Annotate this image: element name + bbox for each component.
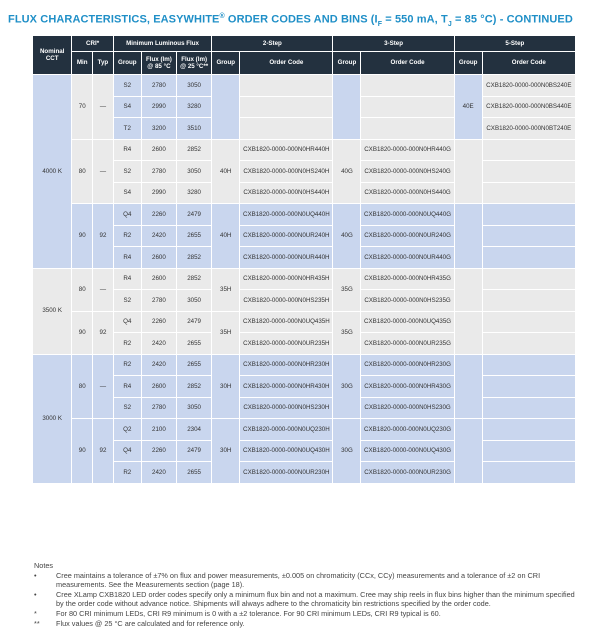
step5-order-cell — [482, 419, 575, 441]
step5-order-cell — [482, 225, 575, 247]
flux-85-cell: 2780 — [141, 161, 176, 183]
header-3-step: 3-Step — [333, 36, 454, 52]
step3-order-cell — [361, 118, 454, 140]
header-3step-order: Order Code — [361, 52, 454, 75]
note-item — [34, 609, 579, 619]
step5-order-cell — [482, 139, 575, 161]
step3-order-cell: CXB1820-0000-000N0HS230G — [361, 397, 454, 419]
flux-group-cell: S2 — [113, 290, 141, 312]
flux-group-cell: Q4 — [113, 204, 141, 226]
step2-order-cell: CXB1820-0000-000N0HS235H — [240, 290, 333, 312]
step5-order-cell — [482, 440, 575, 462]
step3-order-cell: CXB1820-0000-000N0UQ230G — [361, 419, 454, 441]
step5-order-cell: CXB1820-0000-000N0BS440E — [482, 96, 575, 118]
header-2-step: 2-Step — [212, 36, 333, 52]
step3-order-cell: CXB1820-0000-000N0HR430G — [361, 376, 454, 398]
cri-typ-cell: — — [93, 354, 114, 419]
step2-order-cell: CXB1820-0000-000N0HR430H — [240, 376, 333, 398]
table-row — [33, 247, 576, 269]
header-min-flux: Minimum Luminous Flux — [113, 36, 211, 52]
header-2step-group: Group — [212, 52, 240, 75]
note-marker: * — [34, 608, 37, 618]
title-tail: = 85 °C) - CONTINUED — [451, 13, 573, 26]
cri-typ-cell: 92 — [93, 419, 114, 484]
page-title — [8, 13, 608, 28]
flux-25-cell: 2479 — [177, 440, 212, 462]
flux-25-cell: 3280 — [177, 96, 212, 118]
notes-header: Notes — [34, 561, 54, 570]
step5-order-cell — [482, 376, 575, 398]
header-cri-typ: Typ — [93, 52, 114, 75]
flux-85-cell: 3200 — [141, 118, 176, 140]
flux-group-cell: T2 — [113, 118, 141, 140]
header-5step-order: Order Code — [482, 52, 575, 75]
step2-order-cell: CXB1820-0000-000N0UQ430H — [240, 440, 333, 462]
step5-order-cell — [482, 354, 575, 376]
cri-min-cell: 80 — [72, 268, 93, 311]
flux-25-cell: 2852 — [177, 247, 212, 269]
flux-85-cell: 2780 — [141, 397, 176, 419]
title-mid: = 550 mA, T — [382, 13, 448, 26]
flux-85-cell: 2600 — [141, 247, 176, 269]
step2-group-cell: 30H — [212, 419, 240, 484]
table-row — [33, 225, 576, 247]
step3-order-cell: CXB1820-0000-000N0HR230G — [361, 354, 454, 376]
step2-order-cell: CXB1820-0000-000N0HS230H — [240, 397, 333, 419]
step3-group-cell: 40G — [333, 204, 361, 269]
step3-group-cell: 35G — [333, 268, 361, 311]
step3-order-cell: CXB1820-0000-000N0UQ430G — [361, 440, 454, 462]
table-row — [33, 397, 576, 419]
step5-order-cell — [482, 333, 575, 355]
header-5-step: 5-Step — [454, 36, 575, 52]
header-flux-group: Group — [113, 52, 141, 75]
flux-85-cell: 2990 — [141, 182, 176, 204]
step3-order-cell: CXB1820-0000-000N0HS240G — [361, 161, 454, 183]
table-row — [33, 96, 576, 118]
step2-order-cell: CXB1820-0000-000N0HS440H — [240, 182, 333, 204]
flux-25-cell: 2304 — [177, 419, 212, 441]
flux-25-cell: 3050 — [177, 290, 212, 312]
cri-typ-cell: 92 — [93, 204, 114, 269]
flux-group-cell: R2 — [113, 462, 141, 484]
step5-order-cell — [482, 290, 575, 312]
step3-order-cell: CXB1820-0000-000N0HS235G — [361, 290, 454, 312]
step3-group-cell: 30G — [333, 419, 361, 484]
flux-25-cell: 2852 — [177, 376, 212, 398]
table-row — [33, 118, 576, 140]
step2-order-cell: CXB1820-0000-000N0UR235H — [240, 333, 333, 355]
step5-order-cell: CXB1820-0000-000N0BT240E — [482, 118, 575, 140]
flux-85-cell: 2600 — [141, 376, 176, 398]
flux-85-cell: 2260 — [141, 204, 176, 226]
flux-table — [32, 35, 576, 484]
step5-order-cell: CXB1820-0000-000N0BS240E — [482, 75, 575, 97]
cri-typ-cell: — — [93, 139, 114, 204]
table-row — [33, 419, 576, 441]
step2-order-cell — [240, 75, 333, 97]
step3-order-cell: CXB1820-0000-000N0UR440G — [361, 247, 454, 269]
flux-25-cell: 2852 — [177, 268, 212, 290]
flux-25-cell: 2655 — [177, 354, 212, 376]
flux-25-cell: 2852 — [177, 139, 212, 161]
step3-group-cell: 40G — [333, 139, 361, 204]
step3-order-cell: CXB1820-0000-000N0UR230G — [361, 462, 454, 484]
step2-order-cell: CXB1820-0000-000N0HR230H — [240, 354, 333, 376]
flux-group-cell: S2 — [113, 161, 141, 183]
step5-order-cell — [482, 268, 575, 290]
flux-85-cell: 2260 — [141, 440, 176, 462]
step3-order-cell: CXB1820-0000-000N0UR235G — [361, 333, 454, 355]
table-row — [33, 268, 576, 290]
step5-group-cell — [454, 311, 482, 354]
header-nominal-cct: Nominal CCT — [33, 36, 72, 75]
flux-group-cell: R2 — [113, 225, 141, 247]
flux-group-cell: R4 — [113, 247, 141, 269]
table-row — [33, 462, 576, 484]
flux-group-cell: Q4 — [113, 440, 141, 462]
step3-order-cell — [361, 96, 454, 118]
flux-85-cell: 2990 — [141, 96, 176, 118]
step2-group-cell: 30H — [212, 354, 240, 419]
step5-group-cell: 40E — [454, 75, 482, 140]
flux-25-cell: 3050 — [177, 75, 212, 97]
step5-group-cell — [454, 139, 482, 204]
cct-cell: 3000 K — [33, 354, 72, 483]
flux-25-cell: 2655 — [177, 462, 212, 484]
step3-order-cell: CXB1820-0000-000N0HR435G — [361, 268, 454, 290]
header-2step-order: Order Code — [240, 52, 333, 75]
header-3step-group: Group — [333, 52, 361, 75]
flux-group-cell: R4 — [113, 139, 141, 161]
title-sub-f: F — [377, 20, 383, 28]
flux-85-cell: 2100 — [141, 419, 176, 441]
cri-min-cell: 80 — [72, 139, 93, 204]
title-reg-mark: ® — [219, 13, 225, 20]
cri-min-cell: 90 — [72, 311, 93, 354]
header-5step-group: Group — [454, 52, 482, 75]
note-marker: • — [34, 570, 37, 580]
step5-group-cell — [454, 204, 482, 269]
step5-order-cell — [482, 311, 575, 333]
note-marker: • — [34, 589, 37, 599]
step2-order-cell: CXB1820-0000-000N0UQ440H — [240, 204, 333, 226]
note-marker: ** — [34, 618, 40, 628]
step2-group-cell — [212, 75, 240, 140]
flux-group-cell: S2 — [113, 397, 141, 419]
step3-order-cell — [361, 75, 454, 97]
note-text: For 80 CRI minimum LEDs, CRI R9 minimum is 0 with a ±2 tolerance. For 90 CRI minimum LEDs, CRI R9 typical is 60. — [56, 608, 441, 618]
flux-group-cell: R2 — [113, 333, 141, 355]
flux-25-cell: 3280 — [177, 182, 212, 204]
step5-order-cell — [482, 204, 575, 226]
flux-85-cell: 2780 — [141, 75, 176, 97]
step2-order-cell: CXB1820-0000-000N0UR240H — [240, 225, 333, 247]
flux-group-cell: R2 — [113, 354, 141, 376]
flux-25-cell: 2479 — [177, 311, 212, 333]
step2-order-cell: CXB1820-0000-000N0HR440H — [240, 139, 333, 161]
flux-85-cell: 2600 — [141, 268, 176, 290]
notes-section — [34, 561, 579, 628]
step2-order-cell: CXB1820-0000-000N0UQ435H — [240, 311, 333, 333]
step3-order-cell: CXB1820-0000-000N0HR440G — [361, 139, 454, 161]
flux-85-cell: 2420 — [141, 225, 176, 247]
flux-25-cell: 2655 — [177, 225, 212, 247]
header-flux-85: Flux (lm) @ 85 °C — [141, 52, 176, 75]
title-main: FLUX CHARACTERISTICS, EASYWHITE — [8, 13, 220, 26]
step2-group-cell: 35H — [212, 311, 240, 354]
header-cri: CRI* — [72, 36, 113, 52]
step5-group-cell — [454, 419, 482, 484]
table-row — [33, 311, 576, 333]
cri-min-cell: 90 — [72, 204, 93, 269]
flux-group-cell: S2 — [113, 75, 141, 97]
cct-cell: 3500 K — [33, 268, 72, 354]
table-row — [33, 139, 576, 161]
step2-order-cell — [240, 118, 333, 140]
cri-min-cell: 70 — [72, 75, 93, 140]
step3-order-cell: CXB1820-0000-000N0UQ435G — [361, 311, 454, 333]
note-text: Flux values @ 25 °C are calculated and for reference only. — [56, 618, 245, 628]
note-text: Cree XLamp CXB1820 LED order codes specify only a minimum flux bin and not a maximum. Cree may ship reels in flux bins higher than the minimum specified by the order code without advance notice. Shipments will always adhere to the chromaticity bin restrictions specified by the order code. — [56, 589, 575, 609]
cri-typ-cell: 92 — [93, 311, 114, 354]
step2-order-cell: CXB1820-0000-000N0UR440H — [240, 247, 333, 269]
step3-group-cell: 35G — [333, 311, 361, 354]
flux-25-cell: 3050 — [177, 397, 212, 419]
cri-min-cell: 80 — [72, 354, 93, 419]
table-row — [33, 440, 576, 462]
flux-85-cell: 2600 — [141, 139, 176, 161]
step3-order-cell: CXB1820-0000-000N0UQ440G — [361, 204, 454, 226]
flux-group-cell: Q4 — [113, 311, 141, 333]
flux-group-cell: R4 — [113, 376, 141, 398]
table-row — [33, 290, 576, 312]
table-row — [33, 333, 576, 355]
note-text: Cree maintains a tolerance of ±7% on flux and power measurements, ±0.005 on chromaticity (CCx, CCy) measurements and a tolerance of ±2 on CRI measurements. See the Measurements section (page 18). — [56, 570, 541, 590]
table-row — [33, 161, 576, 183]
flux-25-cell: 3050 — [177, 161, 212, 183]
cct-cell: 4000 K — [33, 75, 72, 269]
flux-group-cell: S4 — [113, 96, 141, 118]
flux-85-cell: 2260 — [141, 311, 176, 333]
note-item — [34, 619, 579, 629]
flux-25-cell: 3510 — [177, 118, 212, 140]
step5-order-cell — [482, 182, 575, 204]
table-row — [33, 376, 576, 398]
flux-group-cell: Q2 — [113, 419, 141, 441]
header-cri-min: Min — [72, 52, 93, 75]
step2-order-cell: CXB1820-0000-000N0UQ230H — [240, 419, 333, 441]
step2-order-cell: CXB1820-0000-000N0HS240H — [240, 161, 333, 183]
header-flux-25: Flux (lm) @ 25 °C** — [177, 52, 212, 75]
step2-group-cell: 40H — [212, 204, 240, 269]
step2-group-cell: 35H — [212, 268, 240, 311]
flux-25-cell: 2655 — [177, 333, 212, 355]
step5-order-cell — [482, 462, 575, 484]
flux-25-cell: 2479 — [177, 204, 212, 226]
step2-order-cell — [240, 96, 333, 118]
cri-typ-cell: — — [93, 75, 114, 140]
title-sub-j: J — [447, 20, 452, 28]
table-row — [33, 182, 576, 204]
flux-85-cell: 2420 — [141, 354, 176, 376]
table-row — [33, 204, 576, 226]
flux-group-cell: S4 — [113, 182, 141, 204]
table-row — [33, 354, 576, 376]
step3-order-cell: CXB1820-0000-000N0HS440G — [361, 182, 454, 204]
step5-order-cell — [482, 247, 575, 269]
step5-group-cell — [454, 268, 482, 311]
note-item — [34, 590, 579, 609]
step2-order-cell: CXB1820-0000-000N0HR435H — [240, 268, 333, 290]
step2-order-cell: CXB1820-0000-000N0UR230H — [240, 462, 333, 484]
step3-group-cell — [333, 75, 361, 140]
flux-85-cell: 2420 — [141, 333, 176, 355]
title-rest: ORDER CODES AND BINS (I — [224, 13, 378, 26]
flux-85-cell: 2420 — [141, 462, 176, 484]
table-row — [33, 75, 576, 97]
step3-order-cell: CXB1820-0000-000N0UR240G — [361, 225, 454, 247]
step2-group-cell: 40H — [212, 139, 240, 204]
step5-order-cell — [482, 161, 575, 183]
cri-min-cell: 90 — [72, 419, 93, 484]
step3-group-cell: 30G — [333, 354, 361, 419]
flux-85-cell: 2780 — [141, 290, 176, 312]
step5-order-cell — [482, 397, 575, 419]
note-item — [34, 571, 579, 590]
step5-group-cell — [454, 354, 482, 419]
cri-typ-cell: — — [93, 268, 114, 311]
flux-group-cell: R4 — [113, 268, 141, 290]
